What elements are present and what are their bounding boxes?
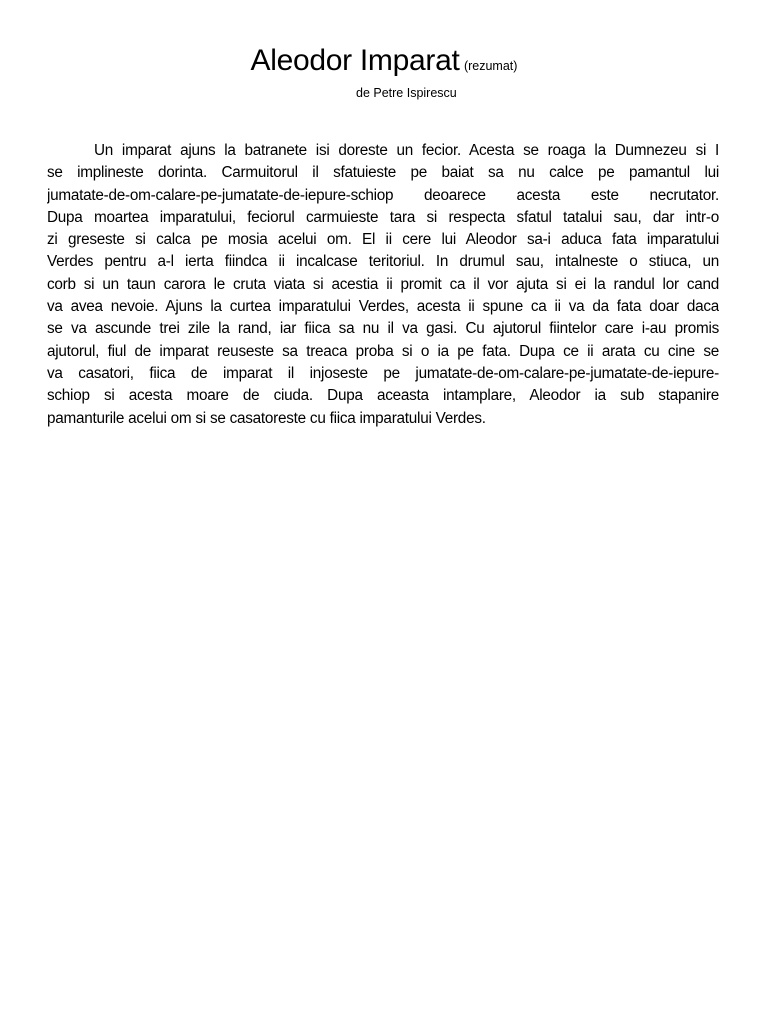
- document-title: [0, 44, 768, 78]
- title-note: (rezumat): [463, 59, 518, 73]
- summary-paragraph: [47, 140, 719, 430]
- summary-line: pamanturile acelui om si se casatoreste cu fiica imparatului Verdes.: [47, 409, 486, 427]
- summary-line: zi greseste si calca pe mosia acelui om. El ii cere lui Aleodor sa-i aduca fata imparatului: [47, 231, 719, 249]
- summary-line: jumatate-de-om-calare-pe-jumatate-de-iepure-schiop deoarece acesta este necrutator.: [47, 186, 719, 204]
- summary-line: ajutorul, fiul de imparat reuseste sa treaca proba si o ia pe fata. Dupa ce ii arata cu cine se: [47, 342, 719, 360]
- summary-line: corb si un taun carora le cruta viata si acestia ii promit ca il vor ajuta si ei la randul lor cand: [47, 275, 719, 293]
- summary-line: schiop si acesta moare de ciuda. Dupa aceasta intamplare, Aleodor ia sub stapanire: [47, 387, 719, 405]
- summary-line: va casatori, fiica de imparat il injoseste pe jumatate-de-om-calare-pe-jumatate-de-iepure-: [47, 364, 719, 382]
- title-text: Aleodor Imparat: [250, 44, 460, 77]
- summary-line: Un imparat ajuns la batranete isi doreste un fecior. Acesta se roaga la Dumnezeu si I: [94, 142, 719, 159]
- summary-line: Dupa moartea imparatului, feciorul carmuieste tara si respecta sfatul tatalui sau, dar intr-o: [47, 208, 719, 226]
- summary-line: Verdes pentru a-l ierta fiindca ii incalcase teritoriul. In drumul sau, intalneste o stiuca, un: [47, 253, 719, 271]
- summary-line: va avea nevoie. Ajuns la curtea imparatului Verdes, acesta ii spune ca ii va da fata doar daca: [47, 298, 719, 316]
- summary-line: se implineste dorinta. Carmuitorul il sfatuieste pe baiat sa nu calce pe pamantul lui: [47, 164, 719, 182]
- author-line: de Petre Ispirescu: [356, 86, 457, 100]
- summary-line: se va ascunde trei zile la rand, iar fiica sa nu il va gasi. Cu ajutorul fiintelor care i-au promis: [47, 320, 719, 338]
